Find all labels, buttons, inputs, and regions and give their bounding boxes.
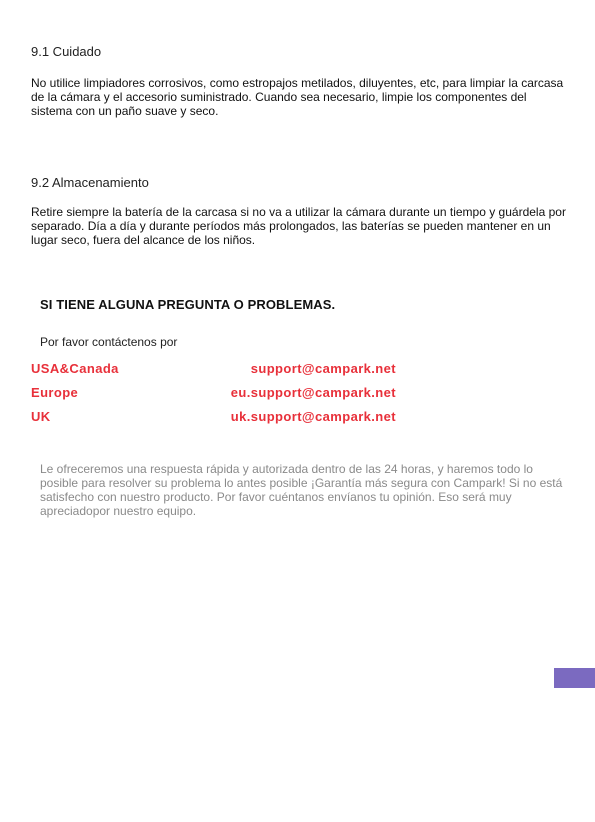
section-care-heading: 9.1 Cuidado [31, 44, 102, 59]
contact-region: Europe [31, 385, 79, 400]
section-care-body: No utilice limpiadores corrosivos, como estropajos metilados, diluyentes, etc, para limpiar la carcasa de la cámara y el accesorio suministrado. Cuando sea necesario, limpie los componentes del sistema con un paño suave y seco. [31, 76, 564, 118]
contact-region: UK [31, 409, 51, 424]
section-storage-body: Retire siempre la batería de la carcasa si no va a utilizar la cámara durante un tiempo y guárdela por separado. Día a día y durante períodos más prolongados, las baterías se pueden mantener en un lugar seco, fuera del alcance de los niños. [31, 205, 566, 247]
page-tab-marker [554, 668, 595, 688]
contact-row-usa-canada [31, 361, 396, 379]
contact-region: USA&Canada [31, 361, 119, 376]
contact-email-link[interactable]: uk.support@campark.net [230, 409, 396, 424]
contact-row-europe [31, 385, 396, 403]
closing-message: Le ofreceremos una respuesta rápida y autorizada dentro de las 24 horas, y haremos todo lo posible para resolver su problema lo antes posible ¡Garantía más segura con Campark! Si no está satisfecho con nuestro producto. Por favor cuéntanos envíanos tu opinión. Eso será muy apreciadopor nuestro equipo. [40, 462, 563, 518]
contact-title: SI TIENE ALGUNA PREGUNTA O PROBLEMAS. [40, 297, 336, 312]
contact-email-link[interactable]: support@campark.net [250, 361, 396, 376]
section-storage-heading: 9.2 Almacenamiento [31, 175, 149, 190]
contact-email-link[interactable]: eu.support@campark.net [230, 385, 396, 400]
contact-intro: Por favor contáctenos por [40, 335, 178, 349]
contact-row-uk [31, 409, 396, 427]
